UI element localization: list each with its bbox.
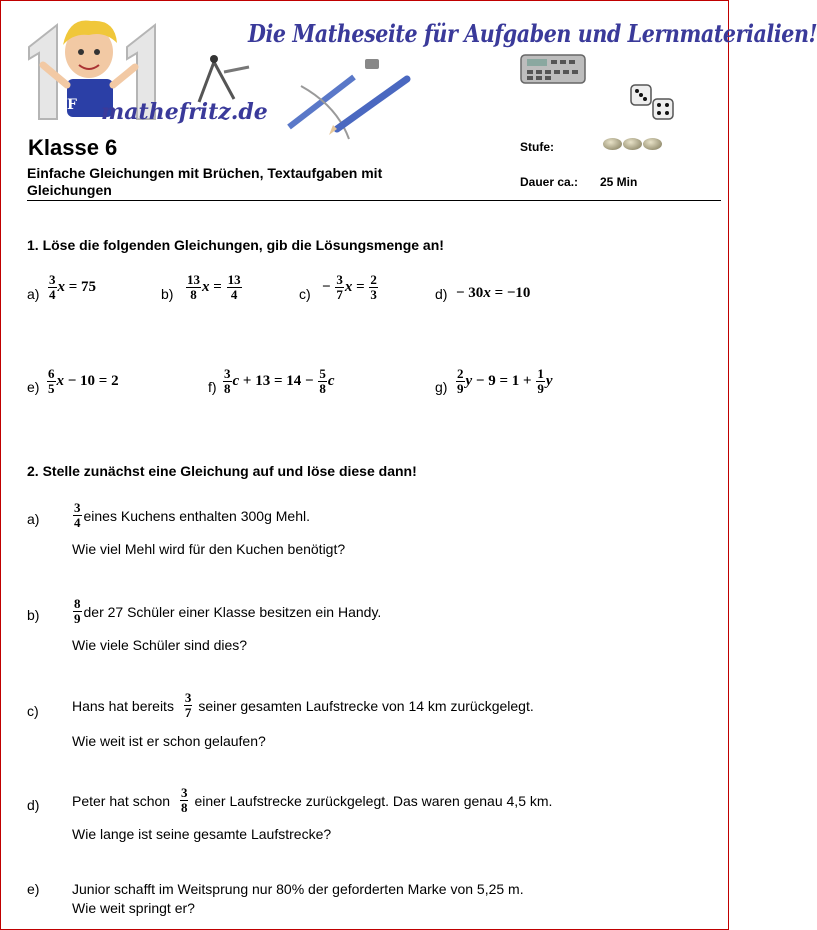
task2c-label: c)	[27, 703, 39, 719]
site-tagline: Die Matheseite für Aufgaben und Lernmaterialien!	[248, 19, 817, 48]
drawing-tools-icon	[277, 51, 437, 141]
header-divider	[27, 200, 721, 201]
task2d-label: d)	[27, 797, 40, 813]
task1g-equation: 2 9 y − 9 = 1 + $\frac{1}{9}$ y	[457, 366, 553, 396]
task2a-question: Wie viel Mehl wird für den Kuchen benötigt?	[72, 541, 346, 557]
task1g-label: g)	[435, 379, 448, 395]
duration-value: 25 Min	[600, 175, 638, 189]
task1b-label: b)	[161, 286, 174, 302]
task1f-label: f)	[208, 379, 217, 395]
task2e-text: Junior schafft im Weitsprung nur 80% der geforderten Marke von 5,25 m.	[72, 881, 524, 897]
task1d-label: d)	[435, 286, 448, 302]
task1c-label: c)	[299, 286, 311, 302]
site-name: mathefritz.de	[101, 99, 268, 125]
level-coin-icon	[623, 138, 642, 150]
task2b-text: 8 9 der 27 Schüler einer Klasse besitzen ein Handy.	[74, 596, 382, 626]
task2d-text: Peter hat schon 3 8 einer Laufstrecke zurückgelegt. Das waren genau 4,5 km.	[72, 785, 553, 815]
dice-icon	[627, 81, 681, 125]
task2b-question: Wie viele Schüler sind dies?	[72, 637, 248, 653]
task1a-label: a)	[27, 286, 40, 302]
task1e-label: e)	[27, 379, 40, 395]
level-indicator	[603, 138, 663, 150]
section1-heading: 1. Löse die folgenden Gleichungen, gib die Lösungsmenge an!	[27, 237, 444, 253]
level-coin-icon	[603, 138, 622, 150]
mascot-badge: F	[67, 97, 77, 113]
task2e-label: e)	[27, 881, 40, 897]
duration-label: Dauer ca.:	[520, 175, 579, 189]
task2a-text: 3 4 eines Kuchens enthalten 300g Mehl.	[74, 500, 310, 530]
class-title: Klasse 6	[28, 135, 118, 160]
task1b-equation: 13 8 x = 13 4	[187, 272, 241, 302]
calculator-icon	[519, 51, 589, 87]
level-label: Stufe:	[520, 140, 554, 154]
task2d-question: Wie lange ist seine gesamte Laufstrecke?	[72, 826, 332, 842]
task2c-text: Hans hat bereits 3 7 seiner gesamten Laufstrecke von 14 km zurückgelegt.	[72, 690, 534, 720]
task2e-question: Wie weit springt er?	[72, 900, 195, 916]
task2b-label: b)	[27, 607, 40, 623]
task1e-equation: 6 5 x − 10 = 2	[48, 366, 119, 396]
task1a-equation: 3 4 x = 75	[49, 272, 97, 302]
task1c-equation: − $\frac{3}{7}$ x = 2 3	[322, 272, 377, 302]
section2-heading: 2. Stelle zunächst eine Gleichung auf und löse diese dann!	[27, 463, 417, 479]
task2a-label: a)	[27, 511, 40, 527]
task1d-equation: − 30 x = −10	[456, 285, 531, 301]
task2c-question: Wie weit ist er schon gelaufen?	[72, 733, 266, 749]
topic-title: Einfache Gleichungen mit Brüchen, Textaufgaben mit Gleichungen	[27, 165, 383, 198]
level-coin-icon	[643, 138, 662, 150]
task1f-equation: 3 8 c + 13 = 14 − $\frac{5}{8}$ c	[224, 366, 335, 396]
